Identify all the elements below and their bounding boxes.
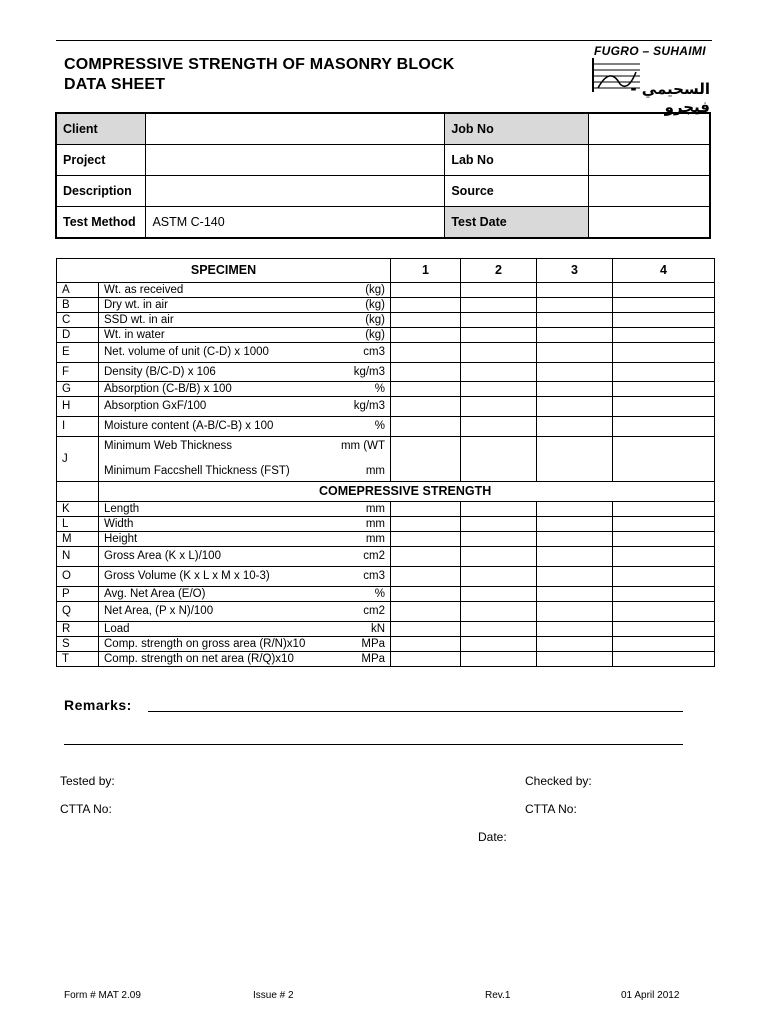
specimen-2-value-cell[interactable] (461, 283, 537, 298)
row-description: Minimum Faccshell Thickness (FST) (104, 465, 290, 477)
row-id: T (57, 652, 99, 667)
specimen-1-value-cell[interactable] (391, 517, 461, 532)
row-description: Gross Area (K x L)/100 (104, 550, 221, 562)
table-row (57, 397, 715, 417)
row-description: Width (104, 517, 134, 530)
row-unit: % (374, 382, 386, 395)
date-label: Date: (478, 830, 507, 844)
row-description: Comp. strength on gross area (R/N)x10 (104, 637, 306, 650)
row-description-cell (99, 283, 391, 298)
row-description-cell (99, 637, 391, 652)
specimen-2-value-cell[interactable] (461, 637, 537, 652)
specimen-4-value-cell[interactable] (613, 602, 715, 622)
specimen-1-value-cell[interactable] (391, 382, 461, 397)
row-unit: MPa (361, 652, 386, 665)
specimen-4-value-cell[interactable] (613, 363, 715, 382)
specimen-3-value-cell[interactable] (537, 532, 613, 547)
table-row (57, 382, 715, 397)
row-unit: cm3 (363, 570, 386, 582)
specimen-2-value-cell[interactable] (461, 622, 537, 637)
specimen-3-value-cell[interactable] (537, 283, 613, 298)
row-unit: cm2 (363, 605, 386, 617)
row-unit: MPa (361, 637, 386, 650)
row-description-cell (99, 532, 391, 547)
test-method-label: Test Method (56, 207, 146, 239)
row-description-cell (99, 567, 391, 587)
specimen-1-value-cell[interactable] (391, 547, 461, 567)
row-description: Comp. strength on net area (R/Q)x10 (104, 652, 294, 665)
row-description-cell (99, 417, 391, 437)
specimen-3-value-cell[interactable] (537, 298, 613, 313)
row-id: A (57, 283, 99, 298)
row-id: P (57, 587, 99, 602)
row-description: Length (104, 502, 140, 515)
specimen-4-value-cell[interactable] (613, 437, 715, 482)
row-id: R (57, 622, 99, 637)
remarks-line-1[interactable] (148, 711, 683, 712)
specimen-3-value-cell[interactable] (537, 517, 613, 532)
specimen-1-value-cell[interactable] (391, 587, 461, 602)
specimen-4-value-cell[interactable] (613, 547, 715, 567)
project-field[interactable] (146, 145, 445, 176)
table-row (57, 363, 715, 382)
client-field[interactable] (146, 113, 445, 145)
table-row (57, 517, 715, 532)
specimen-1-value-cell[interactable] (391, 437, 461, 482)
row-description-cell (99, 298, 391, 313)
row-id: Q (57, 602, 99, 622)
specimen-2-value-cell[interactable] (461, 343, 537, 363)
specimen-header-row (57, 259, 715, 283)
specimen-1-value-cell[interactable] (391, 417, 461, 437)
specimen-2-value-cell[interactable] (461, 382, 537, 397)
specimen-3-value-cell[interactable] (537, 437, 613, 482)
specimen-3-value-cell[interactable] (537, 567, 613, 587)
specimen-1-value-cell[interactable] (391, 602, 461, 622)
specimen-1-value-cell[interactable] (391, 343, 461, 363)
specimen-4-value-cell[interactable] (613, 502, 715, 517)
row-unit: (kg) (365, 328, 386, 341)
specimen-3-value-cell[interactable] (537, 652, 613, 667)
specimen-1-value-cell[interactable] (391, 532, 461, 547)
specimen-4-value-cell[interactable] (613, 417, 715, 437)
row-description-cell (99, 397, 391, 417)
row-id: B (57, 298, 99, 313)
row-description-cell (99, 622, 391, 637)
row-description-cell (99, 517, 391, 532)
specimen-2-value-cell[interactable] (461, 417, 537, 437)
specimen-2-value-cell[interactable] (461, 363, 537, 382)
remarks-line-2[interactable] (64, 744, 683, 745)
specimen-1-value-cell[interactable] (391, 502, 461, 517)
specimen-1-value-cell[interactable] (391, 363, 461, 382)
footer-form-number: Form # MAT 2.09 (64, 990, 141, 1001)
specimen-4-value-cell[interactable] (613, 328, 715, 343)
specimen-3-value-cell[interactable] (537, 637, 613, 652)
lab-no-label: Lab No (445, 145, 589, 176)
row-unit: kg/m3 (353, 365, 386, 378)
specimen-2-value-cell[interactable] (461, 502, 537, 517)
project-label: Project (56, 145, 146, 176)
job-no-field[interactable] (588, 113, 710, 145)
ctta-no-left-label: CTTA No: (60, 802, 112, 816)
row-id: N (57, 547, 99, 567)
row-description: Absorption GxF/100 (104, 400, 207, 412)
footer-issue: Issue # 2 (253, 990, 294, 1001)
row-description-cell (99, 343, 391, 363)
checked-by-label: Checked by: (525, 774, 592, 788)
footer-date: 01 April 2012 (621, 990, 680, 1001)
row-description-cell (99, 313, 391, 328)
row-description: Load (104, 622, 130, 635)
row-description-cell (99, 363, 391, 382)
row-description-cell (99, 328, 391, 343)
specimen-4-value-cell[interactable] (613, 622, 715, 637)
row-id: F (57, 363, 99, 382)
specimen-4-value-cell[interactable] (613, 283, 715, 298)
specimen-4-value-cell[interactable] (613, 567, 715, 587)
compressive-strength-heading: COMEPRESSIVE STRENGTH (99, 482, 715, 502)
row-id: E (57, 343, 99, 363)
specimen-4-value-cell[interactable] (613, 517, 715, 532)
row-description: Absorption (C-B/B) x 100 (104, 382, 232, 395)
specimen-4-value-cell[interactable] (613, 587, 715, 602)
specimen-3-value-cell[interactable] (537, 587, 613, 602)
table-row (57, 343, 715, 363)
job-no-label: Job No (445, 113, 589, 145)
specimen-4-value-cell[interactable] (613, 397, 715, 417)
footer-revision: Rev.1 (485, 990, 511, 1001)
specimen-2-value-cell[interactable] (461, 397, 537, 417)
row-id: S (57, 637, 99, 652)
section-blank (57, 482, 99, 502)
specimen-2-value-cell[interactable] (461, 328, 537, 343)
title-line-1: COMPRESSIVE STRENGTH OF MASONRY BLOCK (64, 56, 455, 73)
row-description: Net. volume of unit (C-D) x 1000 (104, 346, 269, 358)
specimen-column-3: 3 (537, 259, 613, 283)
document-title (64, 55, 455, 95)
row-id: L (57, 517, 99, 532)
test-date-field[interactable] (588, 207, 710, 239)
specimen-1-value-cell[interactable] (391, 652, 461, 667)
row-unit: % (374, 420, 386, 432)
info-table (55, 112, 711, 239)
table-row (57, 417, 715, 437)
row-description: Wt. as received (104, 283, 184, 296)
description-label: Description (56, 176, 146, 207)
table-row (57, 313, 715, 328)
title-line-2: DATA SHEET (64, 76, 166, 93)
test-method-field[interactable]: ASTM C-140 (146, 207, 445, 239)
row-unit: % (374, 587, 386, 600)
specimen-2-value-cell[interactable] (461, 602, 537, 622)
table-row (57, 298, 715, 313)
top-rule (56, 40, 712, 41)
row-unit: kN (370, 622, 386, 635)
row-description-cell (99, 382, 391, 397)
remarks-label: Remarks: (64, 697, 132, 713)
specimen-3-value-cell[interactable] (537, 417, 613, 437)
specimen-3-value-cell[interactable] (537, 313, 613, 328)
specimen-1-value-cell[interactable] (391, 397, 461, 417)
specimen-header: SPECIMEN (57, 259, 391, 283)
row-description-cell (99, 587, 391, 602)
row-unit: mm (365, 502, 386, 515)
specimen-1-value-cell[interactable] (391, 328, 461, 343)
table-row (57, 587, 715, 602)
table-row (57, 437, 715, 482)
specimen-1-value-cell[interactable] (391, 313, 461, 328)
table-row (57, 328, 715, 343)
specimen-4-value-cell[interactable] (613, 532, 715, 547)
row-description: Avg. Net Area (E/O) (104, 587, 206, 600)
row-id: I (57, 417, 99, 437)
specimen-2-value-cell[interactable] (461, 313, 537, 328)
table-row (57, 622, 715, 637)
specimen-column-2: 2 (461, 259, 537, 283)
row-id: H (57, 397, 99, 417)
row-description-cell (99, 502, 391, 517)
table-row (57, 637, 715, 652)
row-description: Moisture content (A-B/C-B) x 100 (104, 420, 274, 432)
row-description: Dry wt. in air (104, 298, 168, 311)
ctta-no-right-label: CTTA No: (525, 802, 577, 816)
source-field[interactable] (588, 176, 710, 207)
row-unit: mm (365, 517, 386, 530)
specimen-3-value-cell[interactable] (537, 328, 613, 343)
specimen-3-value-cell[interactable] (537, 363, 613, 382)
row-unit: (kg) (365, 283, 386, 296)
table-row (57, 502, 715, 517)
row-description: SSD wt. in air (104, 313, 174, 326)
row-id: G (57, 382, 99, 397)
row-description: Wt. in water (104, 328, 165, 341)
specimen-3-value-cell[interactable] (537, 397, 613, 417)
specimen-2-value-cell[interactable] (461, 437, 537, 482)
tested-by-label: Tested by: (60, 774, 115, 788)
row-description-cell (99, 602, 391, 622)
specimen-2-value-cell[interactable] (461, 532, 537, 547)
specimen-4-value-cell[interactable] (613, 343, 715, 363)
row-unit: mm (365, 532, 386, 545)
specimen-4-value-cell[interactable] (613, 313, 715, 328)
specimen-4-value-cell[interactable] (613, 637, 715, 652)
specimen-3-value-cell[interactable] (537, 343, 613, 363)
row-unit: cm2 (363, 550, 386, 562)
specimen-1-value-cell[interactable] (391, 622, 461, 637)
specimen-2-value-cell[interactable] (461, 587, 537, 602)
specimen-3-value-cell[interactable] (537, 602, 613, 622)
specimen-2-value-cell[interactable] (461, 517, 537, 532)
row-description-cell (99, 652, 391, 667)
specimen-2-value-cell[interactable] (461, 298, 537, 313)
specimen-3-value-cell[interactable] (537, 502, 613, 517)
specimen-3-value-cell[interactable] (537, 382, 613, 397)
row-description-cell (99, 547, 391, 567)
test-date-label: Test Date (445, 207, 589, 239)
row-description: Minimum Web Thickness (104, 440, 233, 452)
row-unit: cm3 (363, 346, 386, 358)
specimen-4-value-cell[interactable] (613, 652, 715, 667)
specimen-column-1: 1 (391, 259, 461, 283)
specimen-1-value-cell[interactable] (391, 567, 461, 587)
specimen-1-value-cell[interactable] (391, 298, 461, 313)
row-unit: (kg) (365, 313, 386, 326)
row-unit: mm (WT (340, 440, 386, 452)
row-id: D (57, 328, 99, 343)
row-unit: (kg) (365, 298, 386, 311)
specimen-3-value-cell[interactable] (537, 547, 613, 567)
row-description: Net Area, (P x N)/100 (104, 605, 214, 617)
row-description-cell (99, 437, 391, 482)
row-unit: mm (365, 465, 386, 477)
specimen-3-value-cell[interactable] (537, 622, 613, 637)
specimen-4-value-cell[interactable] (613, 298, 715, 313)
logo-text: FUGRO – SUHAIMI (594, 44, 706, 58)
table-row (57, 532, 715, 547)
table-row (57, 567, 715, 587)
row-id: K (57, 502, 99, 517)
client-label: Client (56, 113, 146, 145)
row-id: J (57, 437, 99, 482)
row-unit: kg/m3 (353, 400, 386, 412)
table-row (57, 652, 715, 667)
logo-arabic-text: السحيمي - فيجرو (630, 80, 710, 116)
specimen-2-value-cell[interactable] (461, 547, 537, 567)
specimen-1-value-cell[interactable] (391, 283, 461, 298)
row-description: Density (B/C-D) x 106 (104, 365, 216, 378)
description-field[interactable] (146, 176, 445, 207)
specimen-4-value-cell[interactable] (613, 382, 715, 397)
row-id: C (57, 313, 99, 328)
specimen-2-value-cell[interactable] (461, 567, 537, 587)
specimen-table (56, 258, 715, 667)
specimen-column-4: 4 (613, 259, 715, 283)
specimen-1-value-cell[interactable] (391, 637, 461, 652)
row-id: O (57, 567, 99, 587)
specimen-2-value-cell[interactable] (461, 652, 537, 667)
table-row (57, 547, 715, 567)
table-row (57, 283, 715, 298)
row-description: Height (104, 532, 138, 545)
lab-no-field[interactable] (588, 145, 710, 176)
section-row (57, 482, 715, 502)
source-label: Source (445, 176, 589, 207)
row-id: M (57, 532, 99, 547)
company-logo (588, 44, 716, 116)
row-description: Gross Volume (K x L x M x 10-3) (104, 570, 270, 582)
table-row (57, 602, 715, 622)
